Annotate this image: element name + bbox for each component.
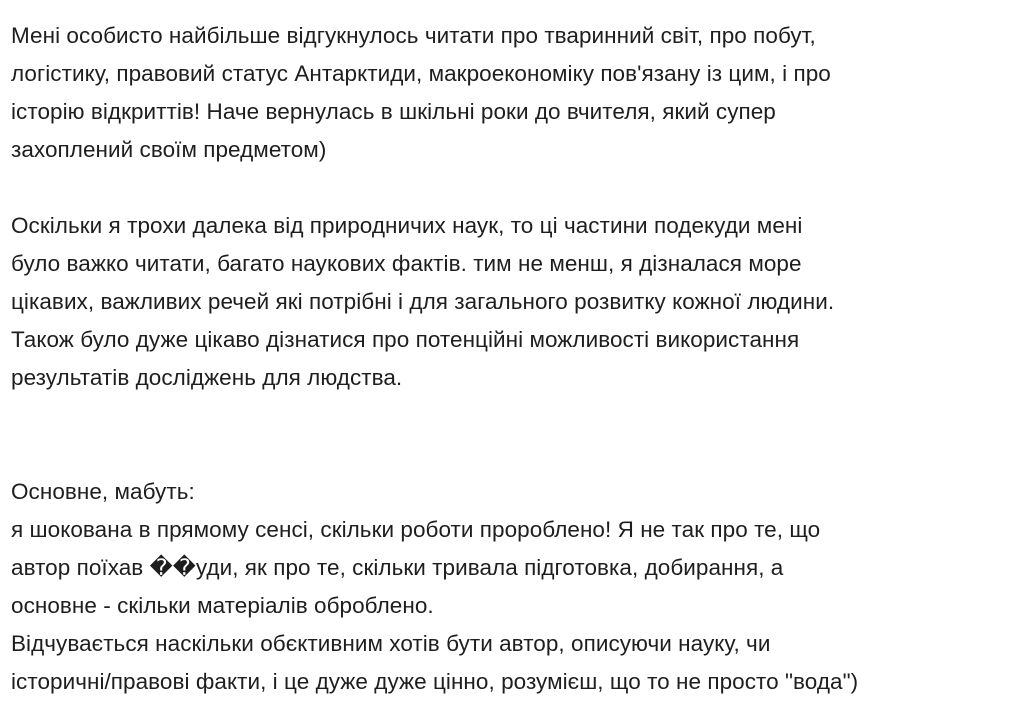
text-line: цікавих, важливих речей які потрібні і для загального розвитку кожної людини. [11,289,835,314]
text-line: Основне, мабуть: [11,479,195,504]
text-line: результатів досліджень для людства. [11,365,403,390]
text-line: Оскільки я трохи далека від природничих наук, то ці частини подекуди мені [11,213,803,238]
text-line: я шокована в прямому сенсі, скільки роботи пророблено! Я не так про те, що [11,517,821,542]
paragraph-spacer [11,397,1016,473]
review-text [11,17,1016,701]
paragraph-3 [11,473,1016,701]
text-line: історичні/правові факти, і це дуже дуже цінно, розумієш, що то не просто "вода") [11,669,859,694]
paragraph-1 [11,17,1016,169]
text-line: основне - скільки матеріалів оброблено. [11,593,434,618]
text-line: було важко читати, багато наукових фактів. тим не менш, я дізналася море [11,251,802,276]
text-line: Мені особисто найбільше відгукнулось читати про тваринний світ, про побут, [11,23,816,48]
text-line: Відчувається наскільки обєктивним хотів бути автор, описуючи науку, чи [11,631,771,656]
text-line: історію відкриттів! Наче вернулась в шкільні роки до вчителя, який супер [11,99,776,124]
paragraph-spacer [11,169,1016,207]
text-line: Також було дуже цікаво дізнатися про потенційні можливості використання [11,327,800,352]
text-line: захоплений своїм предметом) [11,137,327,162]
text-line: логістику, правовий статус Антарктиди, макроекономіку пов'язану із цим, і про [11,61,831,86]
text-line: автор поїхав ��уди, як про те, скільки тривала підготовка, добирання, а [11,555,784,580]
paragraph-2 [11,207,1016,397]
